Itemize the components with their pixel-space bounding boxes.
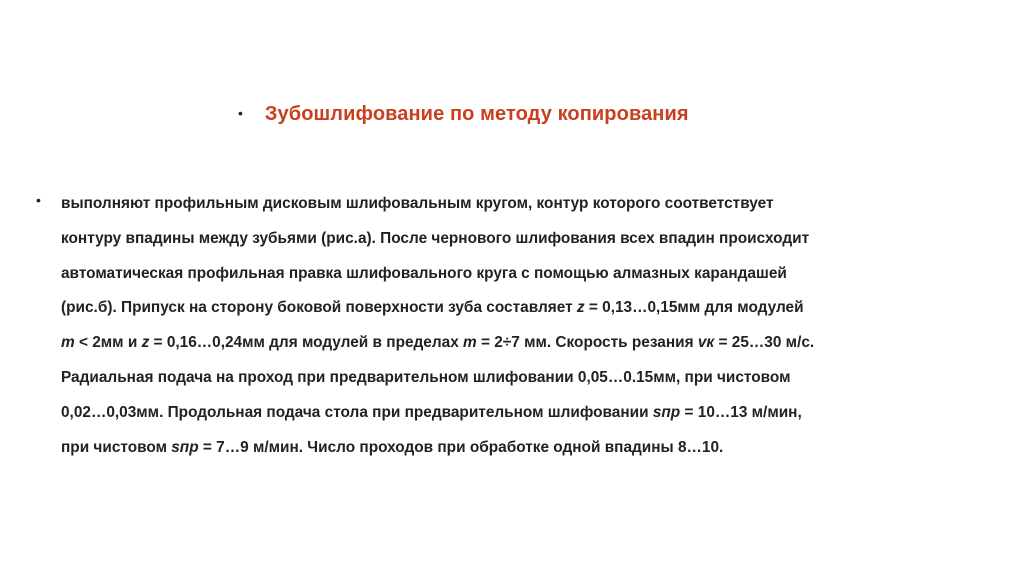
body-line [61, 187, 1016, 222]
italic-variable: m [463, 334, 477, 352]
italic-variable: vк [697, 334, 715, 352]
text-segment: Радиальная подача на проход при предварительном шлифовании 0,05…0.15мм, при чистовом [61, 368, 791, 386]
body-line [61, 326, 1016, 361]
italic-variable: sпр [652, 403, 681, 421]
text-segment: < 2мм и [74, 334, 142, 352]
text-segment: автоматическая профильная правка шлифовального круга с помощью алмазных карандашей [61, 264, 787, 282]
italic-variable: z [141, 334, 150, 352]
title-row [238, 103, 689, 126]
text-segment: = 0,16…0,24мм для модулей в пределах [149, 334, 464, 352]
title-bullet-icon: • [238, 104, 243, 121]
text-segment: = 0,13…0,15мм для модулей [584, 299, 804, 317]
body-line [61, 222, 1016, 257]
text-segment: = 7…9 м/мин. Число проходов при обработке одной впадины 8…10. [198, 438, 724, 456]
text-segment: = 10…13 м/мин, [680, 403, 802, 421]
body-line [61, 396, 1016, 431]
body-line [61, 431, 1016, 466]
text-segment: контуру впадины между зубьями (рис.а). После чернового шлифования всех впадин происходит [61, 229, 810, 247]
text-segment: = 25…30 м/с. [714, 334, 815, 352]
italic-variable: z [576, 299, 585, 317]
body-line [61, 257, 1016, 292]
text-segment: при чистовом [61, 438, 172, 456]
text-segment: (рис.б). Припуск на сторону боковой поверхности зуба составляет [61, 299, 577, 317]
italic-variable: m [61, 334, 75, 352]
slide-title: Зубошлифование по методу копирования [264, 103, 689, 125]
text-segment: = 2÷7 мм. Скорость резания [476, 334, 698, 352]
text-segment: 0,02…0,03мм. Продольная подача стола при предварительном шлифовании [61, 403, 653, 421]
body-paragraph [36, 187, 1016, 465]
body-line [61, 361, 1016, 396]
body-text [61, 187, 1016, 465]
body-line [61, 291, 1016, 326]
body-bullet-icon: • [36, 192, 41, 208]
text-segment: выполняют профильным дисковым шлифовальным кругом, контур которого соответствует [61, 195, 774, 212]
italic-variable: sпр [171, 438, 199, 456]
